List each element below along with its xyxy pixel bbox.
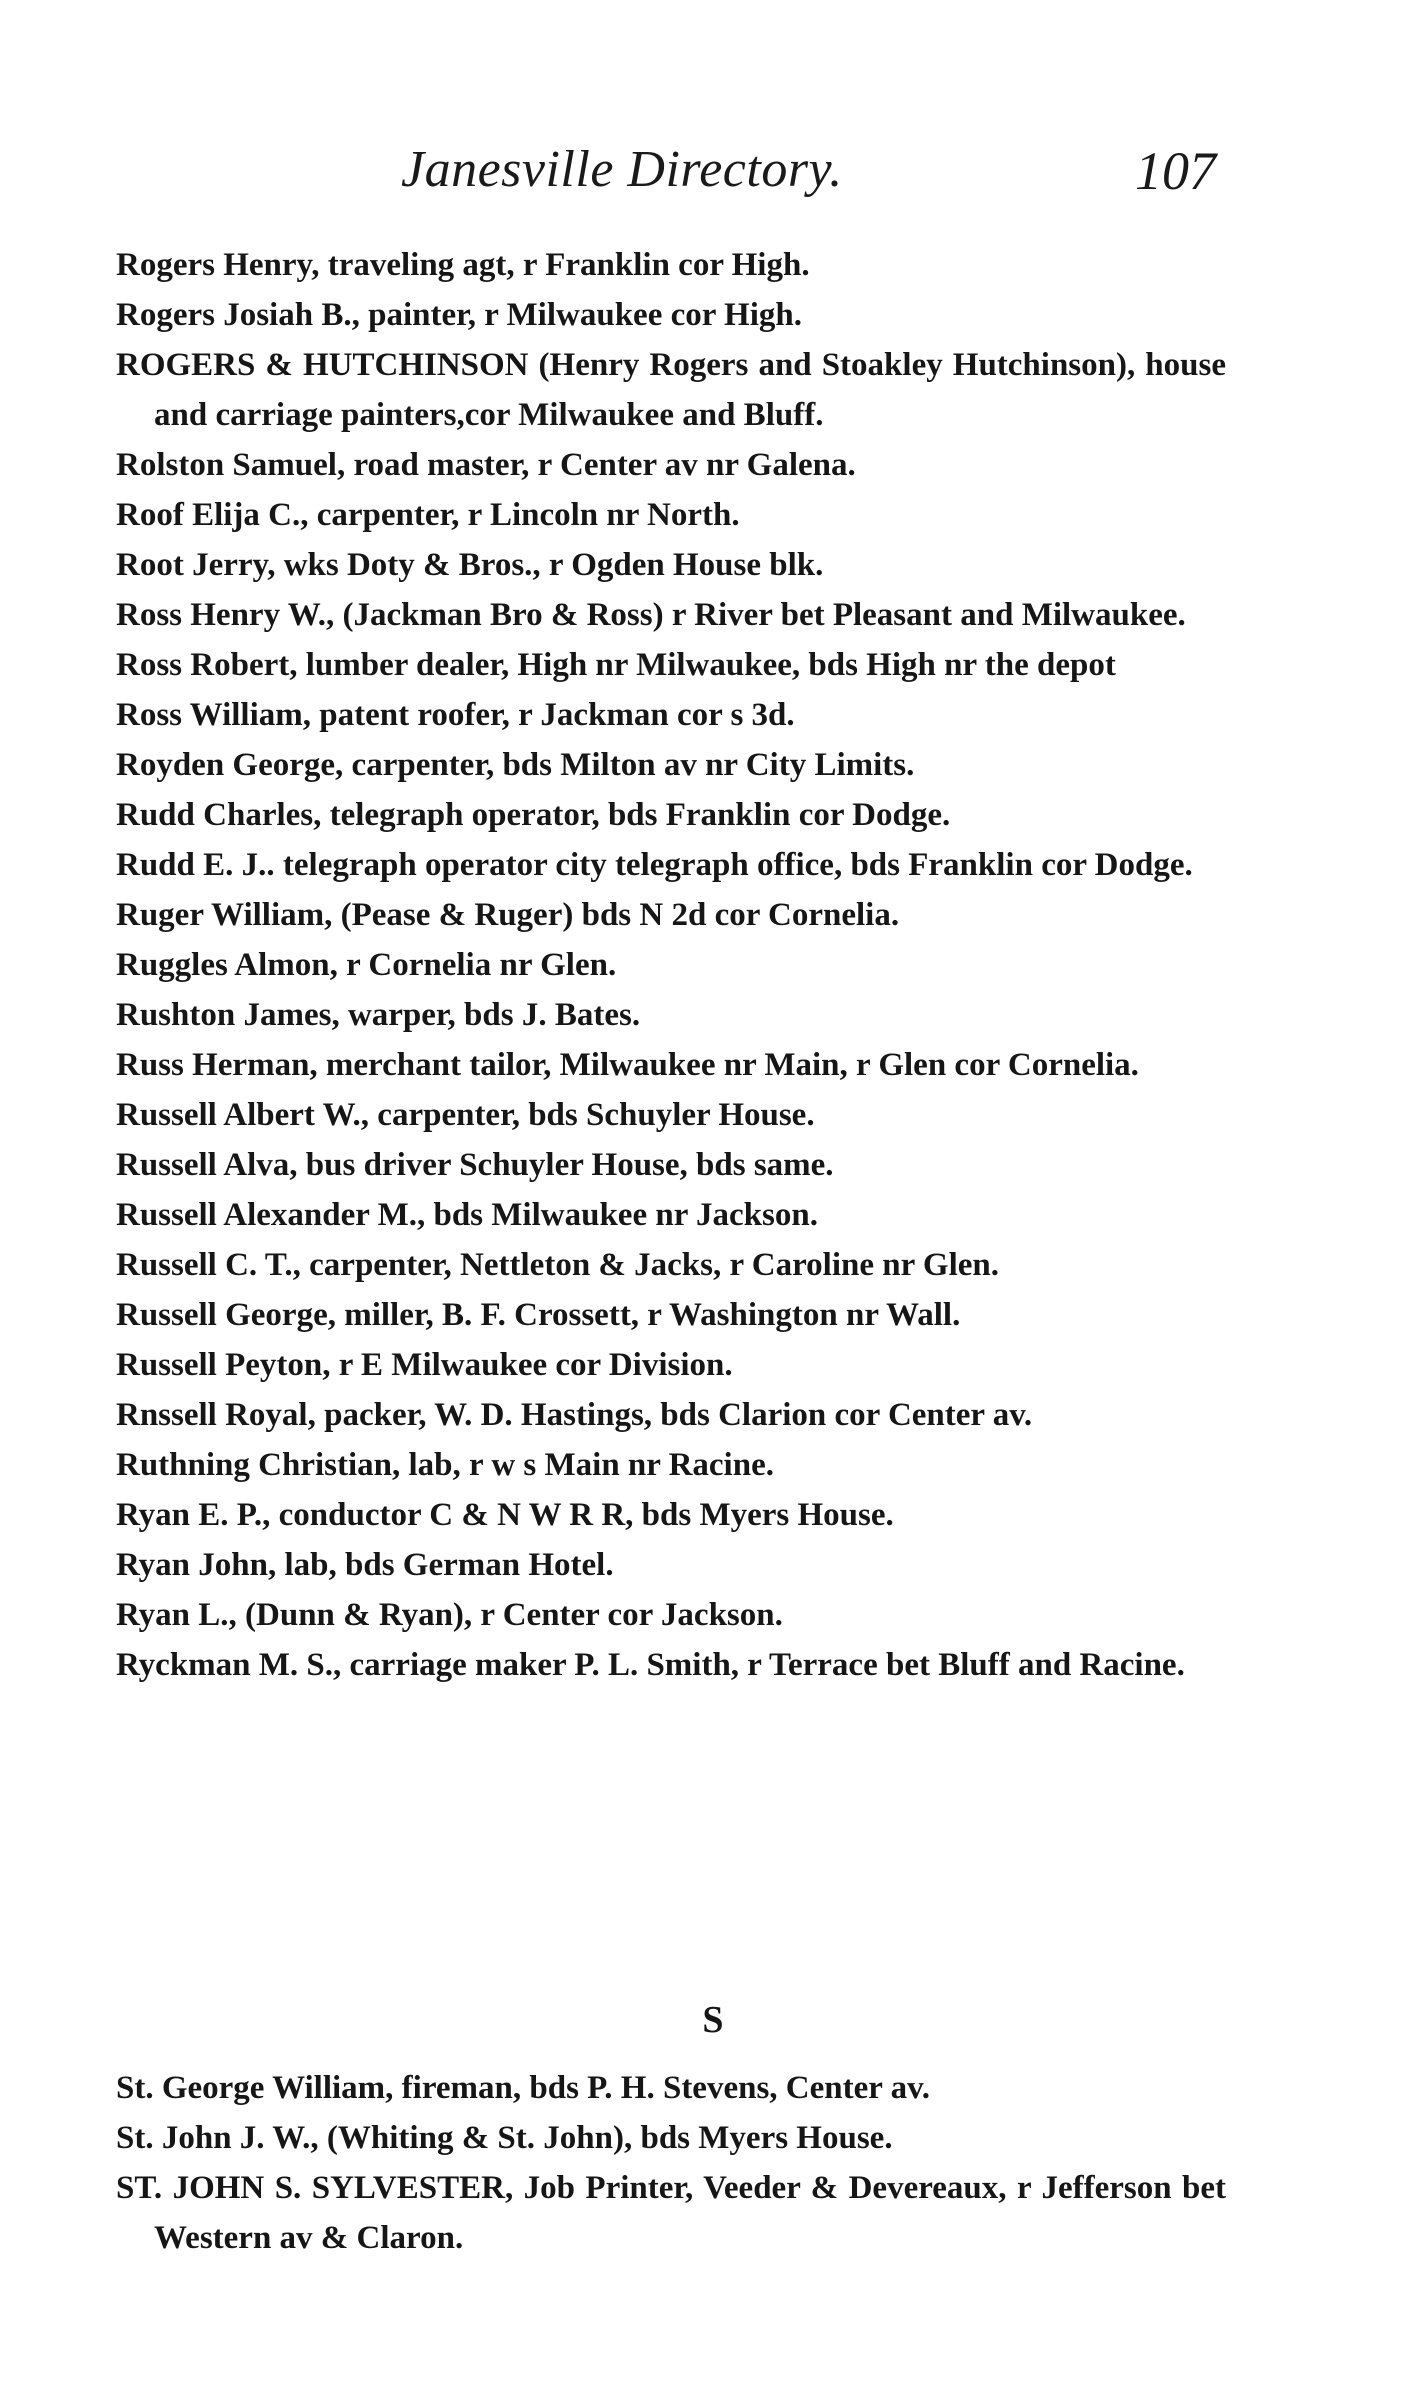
directory-entries-s: [116, 2063, 1226, 2263]
running-title: Janesville Directory.: [401, 141, 843, 198]
directory-entry: Rudd Charles, telegraph operator, bds Franklin cor Dodge.: [116, 797, 951, 833]
directory-entry: Ross Robert, lumber dealer, High nr Milwaukee, bds High nr the depot: [116, 647, 1116, 683]
directory-entry: Rushton James, warper, bds J. Bates.: [116, 997, 641, 1033]
directory-entry: Russell Peyton, r E Milwaukee cor Division.: [116, 1347, 733, 1383]
directory-entry: Russell Albert W., carpenter, bds Schuyler House.: [116, 1097, 815, 1133]
directory-entry: Russell Alexander M., bds Milwaukee nr Jackson.: [116, 1197, 818, 1233]
directory-entry: Royden George, carpenter, bds Milton av nr City Limits.: [116, 747, 915, 783]
directory-entry: Ross William, patent roofer, r Jackman cor s 3d.: [116, 697, 795, 733]
directory-entry: Rolston Samuel, road master, r Center av nr Galena.: [116, 447, 856, 483]
directory-entry: Rogers Josiah B., painter, r Milwaukee cor High.: [116, 297, 802, 333]
directory-entry: Russ Herman, merchant tailor, Milwaukee nr Main, r Glen cor Cornelia.: [116, 1047, 1139, 1083]
directory-entry: Russell C. T., carpenter, Nettleton & Jacks, r Caroline nr Glen.: [116, 1247, 1000, 1283]
page-number: 107: [1135, 141, 1216, 201]
section-letter-heading: S: [702, 1999, 724, 2041]
directory-entries: [116, 240, 1226, 1690]
directory-entry: Root Jerry, wks Doty & Bros., r Ogden House blk.: [116, 547, 824, 583]
directory-entry: St. John J. W., (Whiting & St. John), bds Myers House.: [116, 2120, 893, 2156]
directory-entry: Ross Henry W., (Jackman Bro & Ross) r River bet Pleasant and Milwaukee.: [116, 597, 1186, 633]
directory-entry: Russell George, miller, B. F. Crossett, r Washington nr Wall.: [116, 1297, 961, 1333]
directory-entry: Ruggles Almon, r Cornelia nr Glen.: [116, 947, 617, 983]
directory-entry: Russell Alva, bus driver Schuyler House, bds same.: [116, 1147, 834, 1183]
directory-entry: Ryan E. P., conductor C & N W R R, bds Myers House.: [116, 1497, 894, 1533]
directory-entry: Ruger William, (Pease & Ruger) bds N 2d cor Cornelia.: [116, 897, 900, 933]
directory-entry: Rogers Henry, traveling agt, r Franklin cor High.: [116, 247, 810, 283]
directory-entry: Rudd E. J.. telegraph operator city telegraph office, bds Franklin cor Dodge.: [116, 847, 1193, 883]
directory-entry: Rnssell Royal, packer, W. D. Hastings, bds Clarion cor Center av.: [116, 1397, 1033, 1433]
directory-entry: ROGERS & HUTCHINSON (Henry Rogers and Stoakley Hutchinson), house and carriage painters,cor Milwaukee and Bluff.: [116, 347, 1226, 433]
page-header: [116, 140, 1216, 210]
directory-entry: Ryan John, lab, bds German Hotel.: [116, 1547, 614, 1583]
directory-entry: Ryckman M. S., carriage maker P. L. Smith, r Terrace bet Bluff and Racine.: [116, 1647, 1185, 1683]
directory-entry: St. George William, fireman, bds P. H. Stevens, Center av.: [116, 2070, 930, 2106]
directory-entry: ST. JOHN S. SYLVESTER, Job Printer, Veeder & Devereaux, r Jefferson bet Western av & Claron.: [116, 2170, 1226, 2256]
directory-entry: Ruthning Christian, lab, r w s Main nr Racine.: [116, 1447, 774, 1483]
directory-entry: Roof Elija C., carpenter, r Lincoln nr North.: [116, 497, 740, 533]
directory-entry: Ryan L., (Dunn & Ryan), r Center cor Jackson.: [116, 1597, 783, 1633]
